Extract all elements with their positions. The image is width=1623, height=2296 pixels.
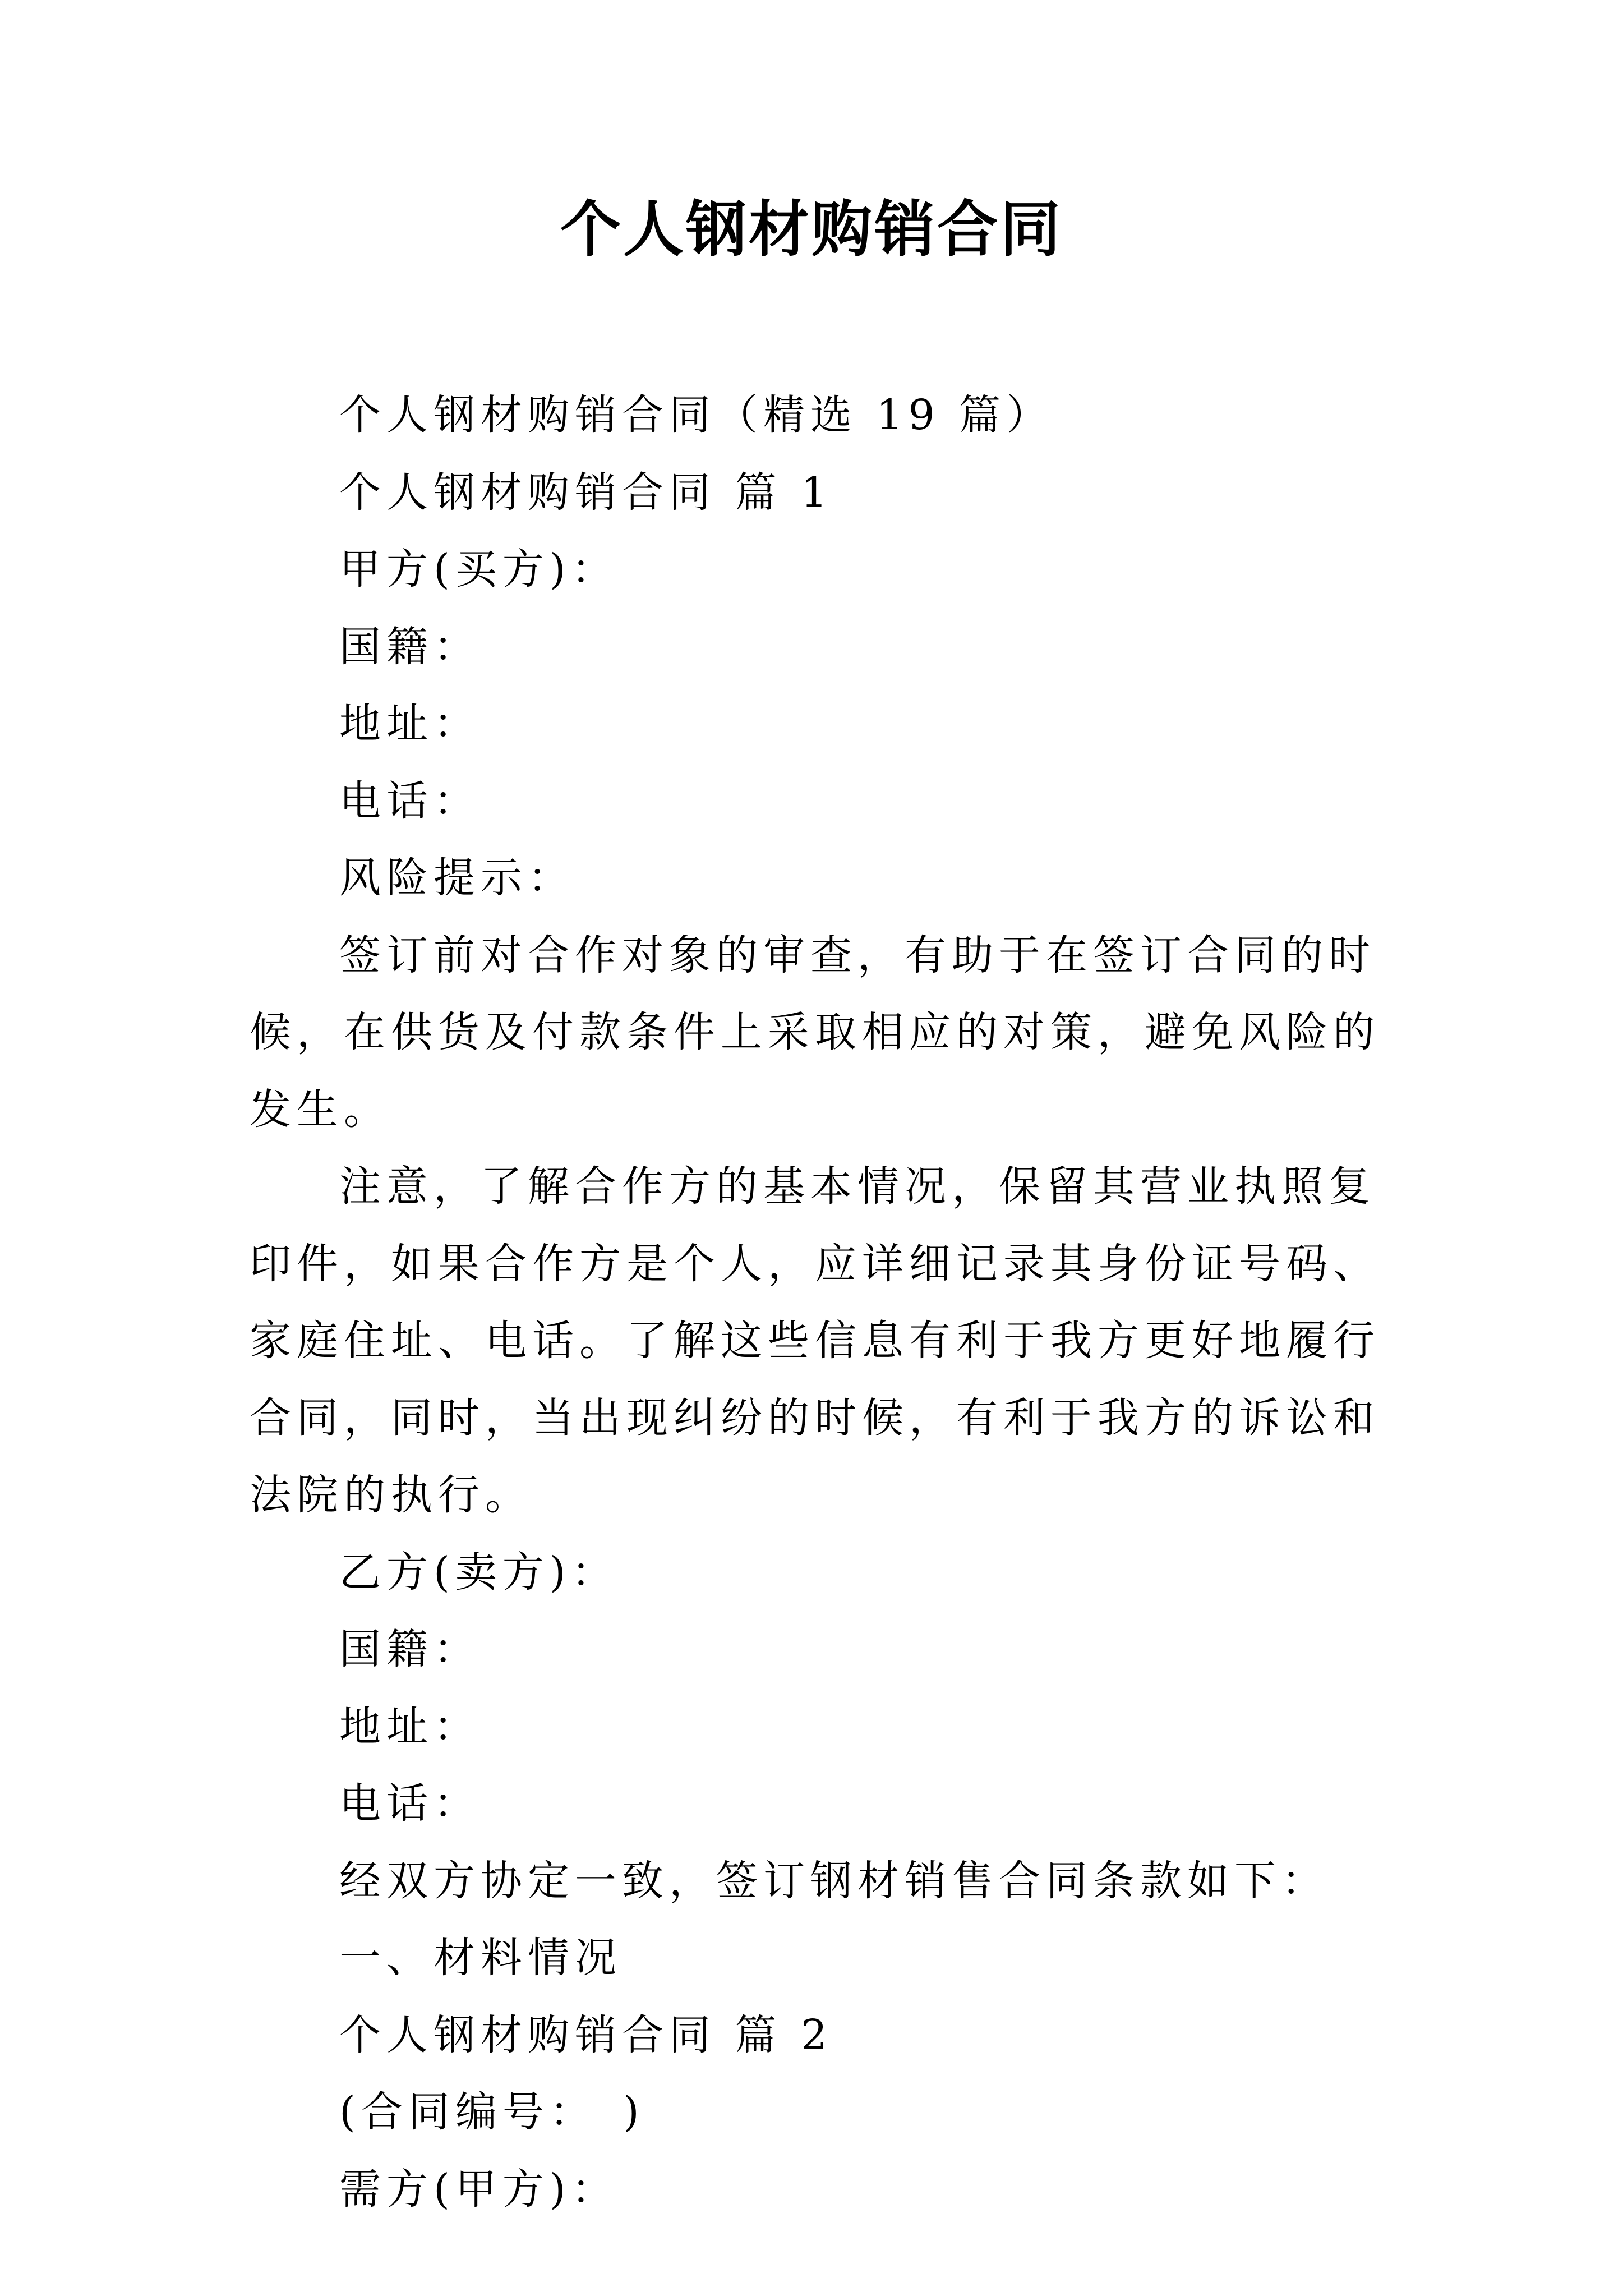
paragraph: 签订前对合作对象的审查，有助于在签订合同的时候，在供货及付款条件上采取相应的对策，避免风险的发生。 <box>250 931 1380 1134</box>
paragraph: 经双方协定一致，签订钢材销售合同条款如下： <box>339 1856 1329 1905</box>
paragraph: 地址： <box>339 1702 481 1751</box>
paragraph: 个人钢材购销合同（精选 19 篇） <box>339 391 1054 439</box>
paragraph: 电话： <box>339 776 481 825</box>
paragraph: 甲方(买方)： <box>339 545 619 593</box>
paragraph: 注意，了解合作方的基本情况，保留其营业执照复印件，如果合作方是个人，应详细记录其身份证号码、家庭住址、电话。了解这些信息有利于我方更好地履行合同，同时，当出现纠纷的时候，有利于我方的诉讼和法院的执行。 <box>250 1162 1380 1519</box>
paragraph: 需方(甲方)： <box>339 2165 619 2214</box>
paragraph: 国籍： <box>339 622 481 671</box>
document-title: 个人钢材购销合同 <box>560 195 1063 265</box>
paragraph: 地址： <box>339 700 481 748</box>
document-body <box>250 377 1399 2228</box>
paragraph: 风险提示： <box>339 854 575 902</box>
paragraph: 个人钢材购销合同 篇 1 <box>339 468 833 517</box>
paragraph: 一、材料情况 <box>339 1934 622 1982</box>
paragraph: 电话： <box>339 1779 481 1828</box>
paragraph: 个人钢材购销合同 篇 2 <box>339 2010 833 2059</box>
paragraph: 乙方(卖方)： <box>339 1548 619 1596</box>
paragraph: (合同编号： ) <box>339 2088 645 2136</box>
paragraph: 国籍： <box>339 1625 481 1673</box>
